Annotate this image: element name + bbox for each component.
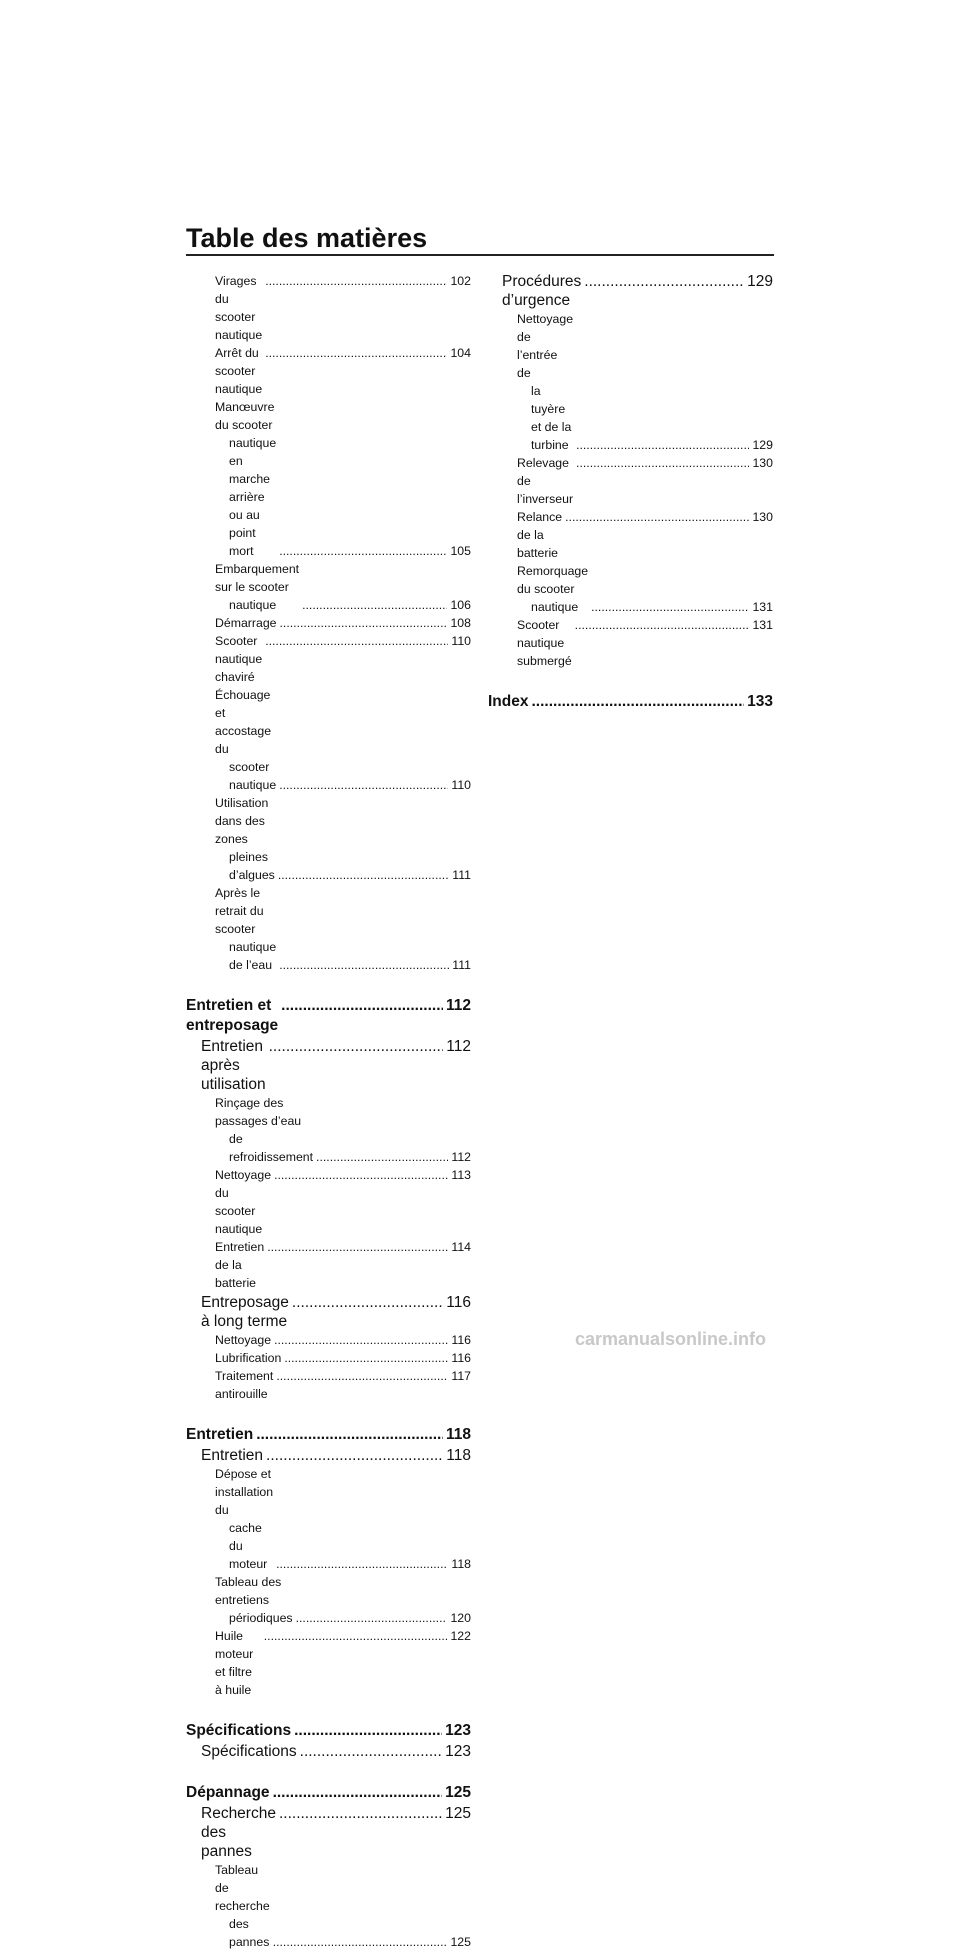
toc-subsection-entry[interactable]: Échouage et accostage du scooter nautique ..... 110 — [186, 686, 471, 794]
toc-subsection-entry[interactable]: Nettoyage ..... 116 — [186, 1331, 471, 1349]
toc-subsection-entry[interactable]: Traitement antirouille ..... 117 — [186, 1367, 471, 1403]
toc-subsection-entry[interactable]: Utilisation dans des zones pleines d’algues ..... 111 — [186, 794, 471, 884]
toc-subsection-entry[interactable]: Scooter nautique chaviré ..... 110 — [186, 632, 471, 686]
toc-subsection-entry[interactable]: Nettoyage du scooter nautique ..... 113 — [186, 1166, 471, 1238]
toc-section-entretien-apres-utilisation[interactable]: Entretien après utilisation ..... 112 — [186, 1037, 471, 1094]
toc-section-procedures-urgence[interactable]: Procédures d’urgence ..... 129 — [488, 272, 773, 310]
toc-subsection-list — [186, 1861, 471, 1951]
watermark-text: carmanualsonline.info — [575, 1329, 767, 1349]
toc-subsection-entry[interactable]: Dépose et installation du cache du moteur ..... 118 — [186, 1465, 471, 1573]
toc-subsection-entry[interactable]: Relevage de l’inverseur ..... 130 — [488, 454, 773, 508]
toc-chapter-specifications[interactable]: Spécifications ..... 123 — [186, 1721, 471, 1741]
toc-subsection-entry[interactable]: Scooter nautique submergé ..... 131 — [488, 616, 773, 670]
toc-chapter-entretien[interactable]: Entretien ..... 118 — [186, 1425, 471, 1445]
toc-left-column — [186, 272, 471, 1951]
toc-chapter-entretien-entreposage[interactable]: Entretien et entreposage ..... 112 — [186, 996, 471, 1036]
toc-subsection-entry[interactable]: Nettoyage de l’entrée de la tuyère et de la turbine ..... 129 — [488, 310, 773, 454]
toc-subsection-list — [186, 1094, 471, 1292]
toc-subsection-list — [186, 1465, 471, 1699]
toc-subsection-entry[interactable]: Remorquage du scooter nautique ..... 131 — [488, 562, 773, 616]
toc-section-specifications[interactable]: Spécifications ..... 123 — [186, 1742, 471, 1761]
toc-subsection-entry[interactable]: Tableau de recherche des pannes ..... 125 — [186, 1861, 471, 1951]
toc-subsection-entry[interactable]: Manœuvre du scooter nautique en marche arrière ou au point mort ..... 105 — [186, 398, 471, 560]
toc-right-column — [488, 272, 773, 712]
toc-subsection-entry[interactable]: Embarquement sur le scooter nautique ..... 106 — [186, 560, 471, 614]
toc-section-entreposage-long-terme[interactable]: Entreposage à long terme ..... 116 — [186, 1293, 471, 1331]
toc-section-entretien[interactable]: Entretien ..... 118 — [186, 1446, 471, 1465]
toc-subsection-entry[interactable]: Tableau des entretiens périodiques ..... 120 — [186, 1573, 471, 1627]
toc-section-recherche-pannes[interactable]: Recherche des pannes ..... 125 — [186, 1804, 471, 1861]
toc-subsection-entry[interactable]: Relance de la batterie ..... 130 — [488, 508, 773, 562]
toc-subsection-entry[interactable]: Lubrification ..... 116 — [186, 1349, 471, 1367]
toc-subsection-entry[interactable]: Entretien de la batterie ..... 114 — [186, 1238, 471, 1292]
page-title: Table des matières — [186, 223, 428, 253]
toc-subsection-list — [186, 1331, 471, 1403]
toc-subsection-entry[interactable]: Virages du scooter nautique ..... 102 — [186, 272, 471, 344]
toc-subsection-list — [186, 272, 471, 974]
toc-subsection-entry[interactable]: Démarrage ..... 108 — [186, 614, 471, 632]
toc-subsection-entry[interactable]: Après le retrait du scooter nautique de l’eau ..... 111 — [186, 884, 471, 974]
title-divider — [186, 254, 774, 256]
toc-subsection-list — [488, 310, 773, 670]
toc-chapter-depannage[interactable]: Dépannage ..... 125 — [186, 1783, 471, 1803]
toc-subsection-entry[interactable]: Huile moteur et filtre à huile ..... 122 — [186, 1627, 471, 1699]
toc-subsection-entry[interactable]: Arrêt du scooter nautique ..... 104 — [186, 344, 471, 398]
toc-subsection-entry[interactable]: Rinçage des passages d’eau de refroidissement ..... 112 — [186, 1094, 471, 1166]
toc-chapter-index[interactable]: Index ..... 133 — [488, 692, 773, 712]
